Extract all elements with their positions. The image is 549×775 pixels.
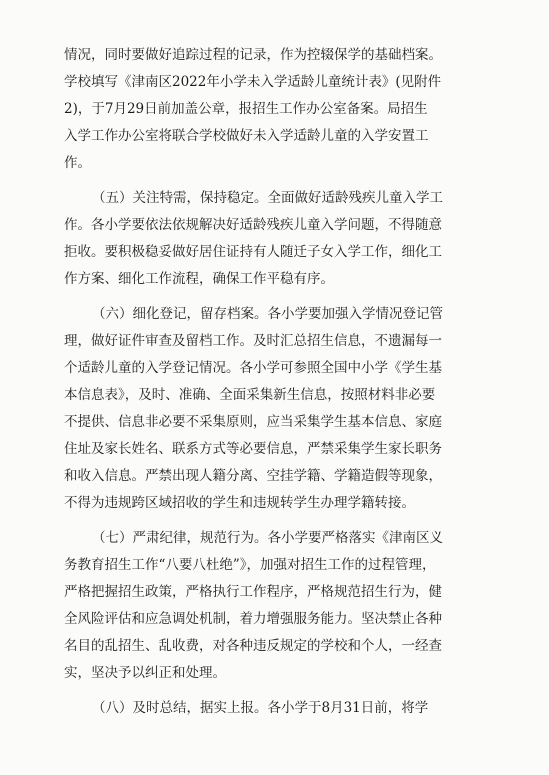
text-line: （七）严肃纪律，规范行为。各小学要严格落实《津南区义	[92, 530, 443, 546]
text-line: 不提供、信息非必要不采集原则，应当采集学生基本信息、家庭	[64, 414, 442, 430]
text-line: 住址及家长姓名、联系方式等必要信息，严禁采集学生家长职务	[64, 441, 442, 457]
paragraph-enrollment-records	[64, 42, 485, 177]
text-line: 理，做好证件审查及留档工作。及时汇总招生信息，不遗漏每一	[64, 333, 442, 349]
text-line: 个适龄儿童的入学登记情况。各小学可参照全国中小学《学生基	[64, 360, 442, 376]
text-line: 全风险评估和应急调处机制，着力增强服务能力。坚决禁止各种	[64, 611, 442, 627]
text-line: 严格把握招生政策，严格执行工作程序，严格规范招生行为，健	[64, 584, 442, 600]
text-line: （八）及时总结，据实上报。各小学于8月31日前，将学	[92, 700, 429, 716]
text-line: 作。各小学要依法依规解决好适龄残疾儿童入学问题，不得随意	[64, 217, 442, 233]
paragraph-section-five	[64, 185, 485, 293]
paragraph-section-seven	[64, 525, 485, 687]
paragraph-section-six	[64, 301, 485, 517]
text-line: 名目的乱招生、乱收费，对各种违反规定的学校和个人，一经查	[64, 638, 442, 654]
paragraph-section-eight	[64, 695, 485, 722]
text-line: 拒收。要积极稳妥做好居住证持有人随迁子女入学工作，细化工	[64, 244, 442, 260]
text-line: 入学工作办公室将联合学校做好未入学适龄儿童的入学安置工	[64, 128, 429, 144]
text-line: 学校填写《津南区2022年小学未入学适龄儿童统计表》(见附件	[64, 74, 442, 90]
text-line: （六）细化登记，留存档案。各小学要加强入学情况登记管	[92, 306, 443, 322]
text-line: 实，坚决予以纠正和处理。	[64, 665, 226, 681]
text-line: 2)，于7月29日前加盖公章，报招生工作办公室备案。局招生	[64, 101, 428, 117]
text-line: （五）关注特需，保持稳定。全面做好适龄残疾儿童入学工	[92, 190, 443, 206]
text-line: 务教育招生工作“八要八杜绝”》，加强对招生工作的过程管理，	[64, 557, 436, 573]
text-line: 作。	[64, 155, 91, 171]
text-line: 情况，同时要做好追踪过程的记录，作为控辍保学的基础档案。	[64, 47, 442, 63]
text-line: 本信息表》，及时、准确、全面采集新生信息，按照材料非必要	[64, 387, 436, 403]
text-line: 不得为违规跨区域招收的学生和违规转学生办理学籍转接。	[64, 495, 415, 511]
text-line: 作方案、细化工作流程，确保工作平稳有序。	[64, 271, 334, 287]
text-line: 和收入信息。严禁出现人籍分离、空挂学籍、学籍造假等现象，	[64, 468, 442, 484]
